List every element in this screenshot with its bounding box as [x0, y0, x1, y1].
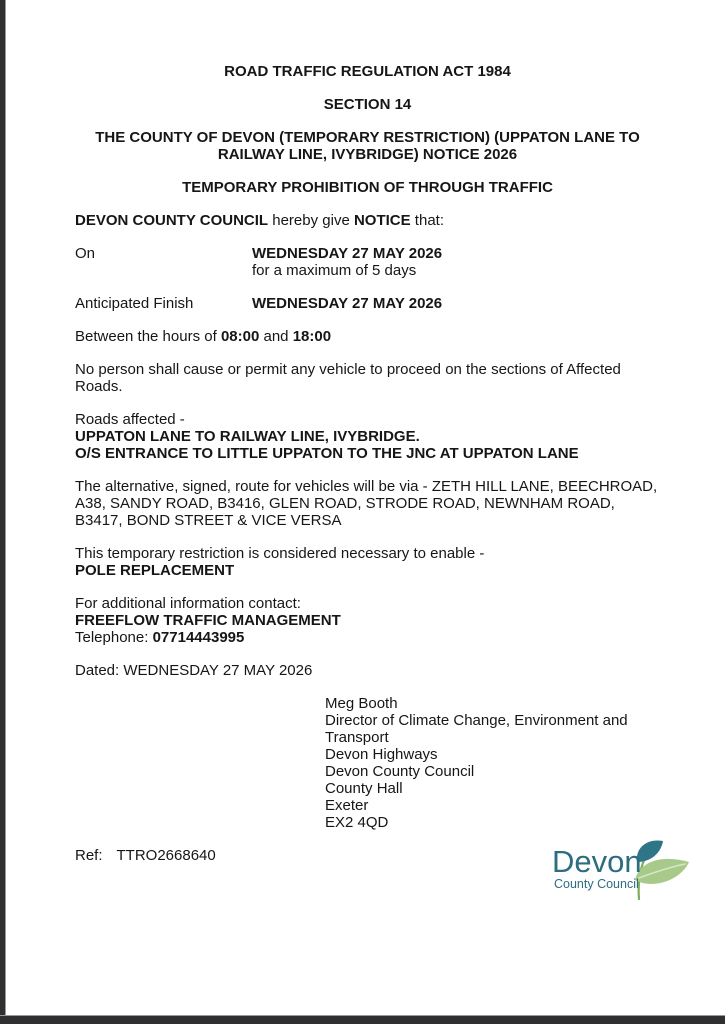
devon-logo-graphic: [551, 836, 693, 900]
start-label: On: [75, 245, 96, 262]
hours-line: [75, 328, 660, 345]
signatory-building: County Hall: [325, 780, 403, 797]
roads-affected-block: [75, 411, 660, 462]
hours-from: 08:00: [220, 328, 260, 345]
start-value: [252, 245, 660, 279]
roads-label: Roads affected -: [75, 411, 185, 428]
signatory-dept: Devon Highways: [325, 746, 438, 763]
duration: for a maximum of 5 days: [252, 262, 417, 279]
reason-intro: This temporary restriction is considered necessary to enable -: [75, 545, 485, 562]
signatory-name: Meg Booth: [325, 695, 398, 712]
intro-mid: hereby give: [268, 212, 354, 229]
logo-name: Devon: [552, 844, 642, 879]
reason-block: [75, 545, 660, 579]
viewer-edge-bottom: [0, 1015, 725, 1024]
restriction-line: No person shall cause or permit any vehicle to proceed on the sections of Affected Roads.: [75, 361, 621, 395]
hours-and: and: [259, 328, 293, 345]
start-date: WEDNESDAY 27 MAY 2026: [252, 245, 443, 262]
contact-block: [75, 595, 660, 646]
dated-line: Dated: WEDNESDAY 27 MAY 2026: [75, 662, 313, 679]
signatory-city: Exeter: [325, 797, 369, 814]
signatory-postcode: EX2 4QD: [325, 814, 389, 831]
finish-value: [252, 295, 660, 312]
title-notice-name: THE COUNTY OF DEVON (TEMPORARY RESTRICTION) (UPPATON LANE TO RAILWAY LINE, IVYBRIDGE) NOTICE 2026: [95, 129, 640, 163]
hours-prefix: Between the hours of: [75, 328, 221, 345]
finish-row: [75, 295, 660, 312]
finish-label: Anticipated Finish: [75, 295, 194, 312]
signatory-org: Devon County Council: [325, 763, 475, 780]
contact-intro: For additional information contact:: [75, 595, 301, 612]
ref-label: Ref:: [75, 847, 103, 864]
telephone-number: 07714443995: [152, 629, 245, 646]
roads-line2: O/S ENTRANCE TO LITTLE UPPATON TO THE JNC AT UPPATON LANE: [75, 445, 579, 462]
hours-to: 18:00: [292, 328, 332, 345]
title-section: SECTION 14: [323, 96, 412, 113]
signatory-block: [325, 695, 660, 831]
logo-subtitle: County Council: [554, 877, 639, 891]
alternative-route: The alternative, signed, route for vehicles will be via - ZETH HILL LANE, BEECHROAD, A38, SANDY ROAD, B3416, GLEN ROAD, STRODE ROAD, NEWNHAM ROAD, B3417, BOND STREET & VICE VERSA: [75, 478, 658, 529]
notice-word: NOTICE: [353, 212, 411, 229]
ref-value: TTRO2668640: [116, 847, 216, 864]
intro-end: that:: [410, 212, 444, 229]
reason-value: POLE REPLACEMENT: [75, 562, 235, 579]
devon-county-council-logo: [551, 836, 693, 900]
viewer-edge-left: [0, 0, 6, 1024]
intro-line: [75, 212, 660, 229]
start-row: [75, 245, 660, 279]
council-name: DEVON COUNTY COUNCIL: [75, 212, 269, 229]
roads-line1: UPPATON LANE TO RAILWAY LINE, IVYBRIDGE.: [75, 428, 420, 445]
contact-name: FREEFLOW TRAFFIC MANAGEMENT: [75, 612, 341, 629]
telephone-label: Telephone:: [75, 629, 153, 646]
title-act: ROAD TRAFFIC REGULATION ACT 1984: [224, 63, 511, 80]
signatory-title: Director of Climate Change, Environment and Transport: [325, 712, 628, 746]
contact-telephone: [75, 629, 660, 646]
finish-date: WEDNESDAY 27 MAY 2026: [252, 295, 443, 312]
title-prohibition: TEMPORARY PROHIBITION OF THROUGH TRAFFIC: [182, 179, 553, 196]
